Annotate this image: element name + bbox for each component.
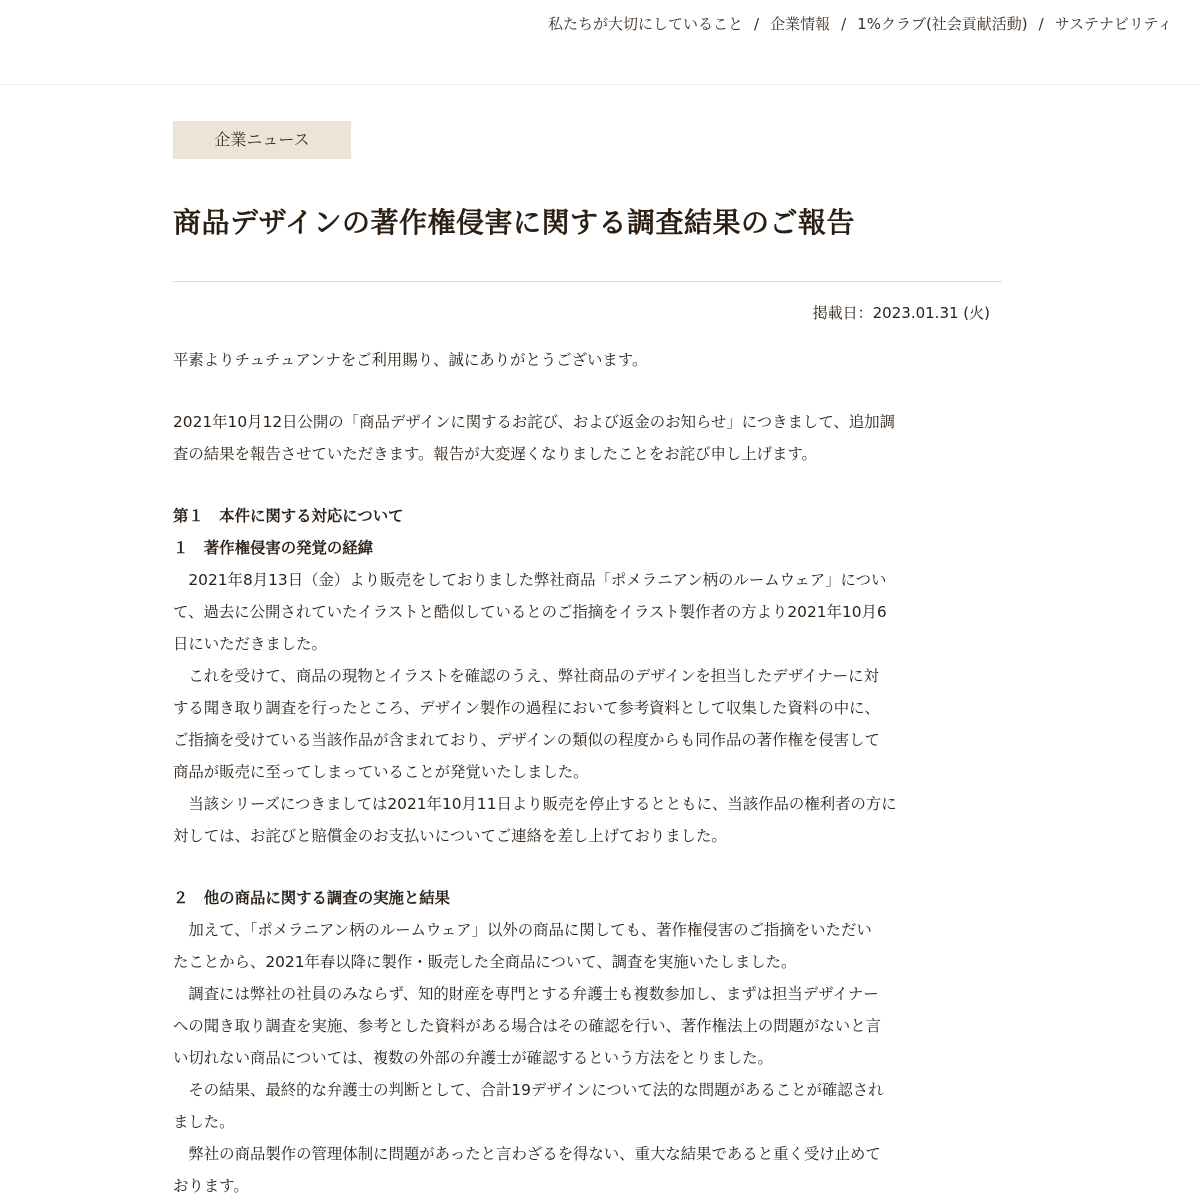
nav-separator: / [841,15,847,33]
paragraph-line: たことから、2021年春以降に製作・販売した全商品について、調査を実施いたしました。 [173,953,797,971]
nav-link-company[interactable]: 企業情報 [770,15,831,33]
post-date: 掲載日：2023.01.31 (火) [812,304,990,322]
page-title: 商品デザインの著作権侵害に関する調査結果のご報告 [173,206,856,239]
paragraph-line: 2021年8月13日（金）より販売をしておりました弊社商品「ポメラニアン柄のルームウェア」につい [173,571,887,589]
greeting-text: 平素よりチュチュアンナをご利用賜り、誠にありがとうございます。 [173,351,648,369]
paragraph-line: 加えて、「ポメラニアン柄のルームウェア」以外の商品に関しても、著作権侵害のご指摘をいただい [173,921,872,939]
paragraph-line: て、過去に公開されていたイラストと酷似しているとのご指摘をイラスト製作者の方より2021年10月6 [173,603,887,621]
paragraph-line: おります。 [173,1177,249,1195]
paragraph-line: 商品が販売に至ってしまっていることが発覚いたしました。 [173,763,589,781]
paragraph-line: い切れない商品については、複数の外部の弁護士が確認するという方法をとりました。 [173,1049,773,1067]
nav-links [548,13,1172,35]
subsection-heading: １ 著作権侵害の発覚の経緯 [173,539,374,557]
paragraph-line: これを受けて、商品の現物とイラストを確認のうえ、弊社商品のデザインを担当したデザイナーに対 [173,667,879,685]
article-body [173,344,1002,1202]
section-heading: 第１ 本件に関する対応について [173,507,404,525]
paragraph-line: 対しては、お詫びと賠償金のお支払いについてご連絡を差し上げておりました。 [173,827,727,845]
paragraph-line: への聞き取り調査を実施、参考とした資料がある場合はその確認を行い、著作権法上の問題がないと言 [173,1017,881,1035]
paragraph-line: する聞き取り調査を行ったところ、デザイン製作の過程において参考資料として収集した資料の中に、 [173,699,880,717]
paragraph-line: 当該シリーズにつきましては2021年10月11日より販売を停止するとともに、当該作品の権利者の方に [173,795,897,813]
nav-separator: / [1038,15,1044,33]
intro-line: 査の結果を報告させていただきます。報告が大変遅くなりましたことをお詫び申し上げます。 [173,445,817,463]
paragraph-line: 調査には弊社の社員のみならず、知的財産を専門とする弁護士も複数参加し、まずは担当デザイナー [173,985,879,1003]
subsection-heading: ２ 他の商品に関する調査の実施と結果 [173,889,451,907]
title-divider [173,281,1002,282]
article [173,121,1002,1202]
nav-link-values[interactable]: 私たちが大切にしていること [548,15,744,33]
nav-link-sustainability[interactable]: サステナビリティ [1054,15,1173,33]
top-navigation [0,0,1200,85]
paragraph-line: 日にいただきました。 [173,635,327,653]
paragraph-line: その結果、最終的な弁護士の判断として、合計19デザインについて法的な問題があることが確認され [173,1081,884,1099]
nav-link-one-percent-club[interactable]: 1%クラブ(社会貢献活動) [857,15,1028,33]
intro-line: 2021年10月12日公開の「商品デザインに関するお詫び、および返金のお知らせ」につきまして、追加調 [173,413,895,431]
nav-separator: / [754,15,760,33]
category-badge: 企業ニュース [173,121,351,159]
paragraph-line: 弊社の商品製作の管理体制に問題があったと言わざるを得ない、重大な結果であると重く受け止めて [173,1145,881,1163]
paragraph-line: ご指摘を受けている当該作品が含まれており、デザインの類似の程度からも同作品の著作権を侵害して [173,731,880,749]
paragraph-line: ました。 [173,1113,235,1131]
